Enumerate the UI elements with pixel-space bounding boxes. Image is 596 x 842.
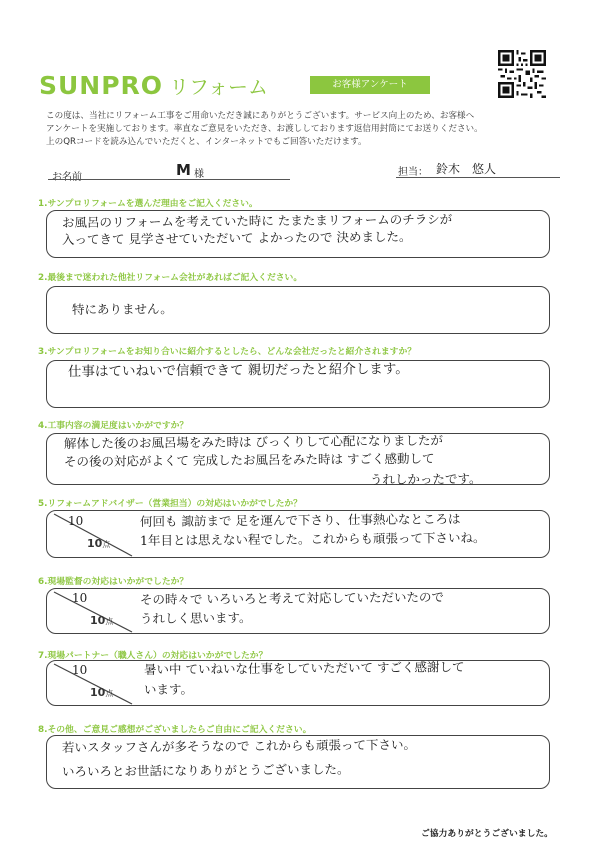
- customer-name-underline: [48, 179, 290, 180]
- score-written-5: 10: [68, 514, 84, 528]
- intro-line: 上のQRコードを読み込んでいただくと、インターネットでもご回答いただけます。: [46, 137, 367, 147]
- answer-7-line: 暑い中 ていねいな仕事をしていただいて すごく感謝して: [143, 659, 465, 677]
- answer-4-line: 解体した後のお風呂場をみた時は びっくりして心配になりましたが: [63, 432, 444, 451]
- question-7-title: 7.現場パートナー（職人さん）の対応はいかがでしたか？: [38, 651, 268, 661]
- question-1-title: 1.サンプロリフォームを選んだ理由をご記入ください。: [38, 199, 258, 209]
- customer-name: M: [176, 161, 191, 179]
- question-5-title: 5.リフォームアドバイザー（営業担当）の対応はいかがでしたか？: [38, 499, 302, 509]
- question-3-title: 3.サンプロリフォームをお知り合いに紹介するとしたら、どんな会社だったと紹介されますか？: [38, 347, 417, 357]
- answer-1-line: お風呂のリフォームを考えていた時に たまたまリフォームのチラシが: [61, 211, 453, 230]
- question-4-title: 4.工事内容の満足度はいかがですか？: [38, 421, 189, 431]
- score-unit: 点: [102, 540, 111, 549]
- answer-8-line: いろいろとお世話になりありがとうございました。: [61, 761, 350, 779]
- staff-underline: [396, 177, 560, 178]
- score-divider-5: [46, 510, 136, 558]
- score-value: 10: [87, 537, 103, 550]
- score-points-5: [87, 537, 110, 550]
- answer-4-line: その後の対応がよくて 完成したお風呂をみた時は すごく感動して: [63, 450, 435, 469]
- survey-badge: お客様アンケート: [310, 76, 430, 94]
- staff-name: 鈴木 悠人: [436, 162, 497, 176]
- score-divider-6: [46, 588, 136, 634]
- answer-6-line: その時々で いろいろと考えて対応していただいたので: [139, 589, 445, 607]
- question-2-title: 2.最後まで迷われた他社リフォーム会社があればご記入ください。: [38, 273, 303, 283]
- answer-6-line: うれしく思います。: [139, 610, 252, 626]
- answer-5-line: 何回も 諏訪まで 足を運んで下さり、仕事熱心なところは: [139, 511, 461, 529]
- answer-5-line: 1年目とは思えない程でした。これからも頑張って下さいね。: [139, 529, 486, 548]
- brand-logo: [39, 71, 268, 100]
- intro-line: アンケートを実施しております。率直なご意見をいただき、お渡ししております返信用封筒にてお送りください。: [46, 124, 483, 134]
- customer-name-label: お名前: [52, 172, 82, 183]
- answer-8-line: 若いスタッフさんが多そうなので これからも頑張って下さい。: [61, 736, 417, 755]
- answer-4-line: うれしかったです。: [369, 471, 482, 487]
- brand-sub: リフォーム: [169, 75, 269, 99]
- thank-you-text: ご協力ありがとうございました。: [421, 829, 553, 839]
- customer-name-suffix: 様: [194, 169, 204, 180]
- answer-2-line: 特にありません。: [71, 301, 173, 317]
- score-value: 10: [90, 614, 106, 627]
- score-points-6: [90, 614, 113, 627]
- answer-1-line: 入ってきて 見学させていただいて よかったので 決めました。: [61, 228, 412, 247]
- staff-label: 担当：: [398, 167, 428, 178]
- question-8-title: 8.その他、ご意見ご感想がございましたらご自由にご記入ください。: [38, 725, 312, 735]
- answer-7-line: います。: [143, 681, 194, 697]
- score-unit: 点: [105, 689, 114, 698]
- answer-3-line: 仕事はていねいで信頼できて 親切だったと紹介します。: [67, 361, 409, 380]
- score-written-6: 10: [72, 591, 88, 605]
- score-written-7: 10: [72, 663, 88, 677]
- score-unit: 点: [105, 617, 114, 626]
- score-points-7: [90, 686, 113, 699]
- intro-line: この度は、当社にリフォーム工事をご用命いただき誠にありがとうございます。サービス向上のため、お客様へ: [46, 111, 475, 121]
- score-value: 10: [90, 686, 106, 699]
- qr-code-icon: [498, 50, 546, 98]
- intro-text: [46, 110, 566, 149]
- question-6-title: 6.現場監督の対応はいかがでしたか？: [38, 577, 189, 587]
- score-divider-7: [46, 660, 136, 706]
- brand-name: SUNPRO: [39, 71, 164, 100]
